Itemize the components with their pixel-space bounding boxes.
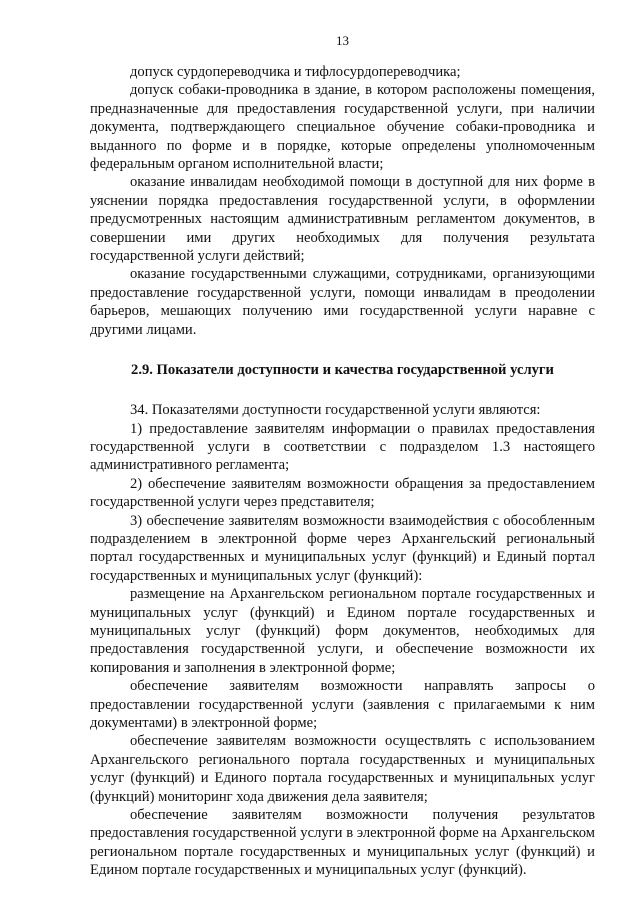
- document-page: [90, 33, 595, 880]
- section-availability-indicators: [90, 401, 595, 880]
- paragraph-guide-dog: допуск собаки-проводника в здание, в котором расположены помещения, предназначенные для предоставления государственной услуги, при наличии документа, подтверждающего специальное обучение собаки-проводника и выданного по форме и в порядке, которые определены уполномоченным федеральным органом исполнительной власти;: [90, 82, 595, 173]
- section-accessibility-measures: [90, 63, 595, 339]
- paragraph-staff-help: оказание государственными служащими, сотрудниками, организующими предоставление государственной услуги, помощи инвалидам в преодолении барьеров, мешающих получению ими государственной услуги наравне с другими лицами.: [90, 266, 595, 338]
- paragraph-results: обеспечение заявителям возможности получения результатов предоставления государственной услуги в электронной форме на Архангельском региональном портале государственных и муниципальных услуг (функций) и Едином портале государственных и муниципальных услуг (функций).: [90, 807, 595, 879]
- paragraph-indicator-1: 1) предоставление заявителям информации о правилах предоставления государственной услуги в соответствии с подразделом 1.3 настоящего административного регламента;: [90, 420, 595, 474]
- paragraph-electronic-requests: обеспечение заявителям возможности направлять запросы о предоставлении государственной услуги (заявления с прилагаемыми к ним документами) в электронной форме;: [90, 678, 595, 731]
- paragraph-indicator-2: 2) обеспечение заявителям возможности обращения за предоставлением государственной услуги через представителя;: [90, 475, 595, 511]
- paragraph-monitoring: обеспечение заявителям возможности осуществлять с использованием Архангельского регионального портала государственных и муниципальных услуг (функций) и Единого портала государственных и муниципальных услуг (функций) мониторинг хода движения дела заявителя;: [90, 733, 595, 805]
- paragraph-indicator-3: 3) обеспечение заявителям возможности взаимодействия с обособленным подразделением в электронной форме через Архангельский региональный портал государственных и муниципальных услуг (функций) и Единый портал государственных и муниципальных услуг (функций):: [90, 512, 595, 584]
- page-number: 13: [336, 33, 349, 48]
- paragraph-forms-placement: размещение на Архангельском региональном портале государственных и муниципальных услуг (функций) и Едином портале государственных и муниципальных услуг (функций) форм документов, необходимых для предоставления государственной услуги, и обеспечение возможности их копирования и заполнения в электронной форме;: [90, 586, 595, 676]
- section-heading: 2.9. Показатели доступности и качества государственной услуги: [131, 362, 554, 379]
- paragraph-indicators-intro: 34. Показателями доступности государственной услуги являются:: [130, 402, 541, 419]
- paragraph-sign-interpreter: допуск сурдопереводчика и тифлосурдопереводчика;: [130, 64, 461, 80]
- paragraph-assistance: оказание инвалидам необходимой помощи в доступной для них форме в уяснении порядка предоставления государственной услуги, в оформлении предусмотренных настоящим административным регламентом документов, в совершении ими других необходимых для получения результата государственной услуги действий;: [90, 174, 595, 265]
